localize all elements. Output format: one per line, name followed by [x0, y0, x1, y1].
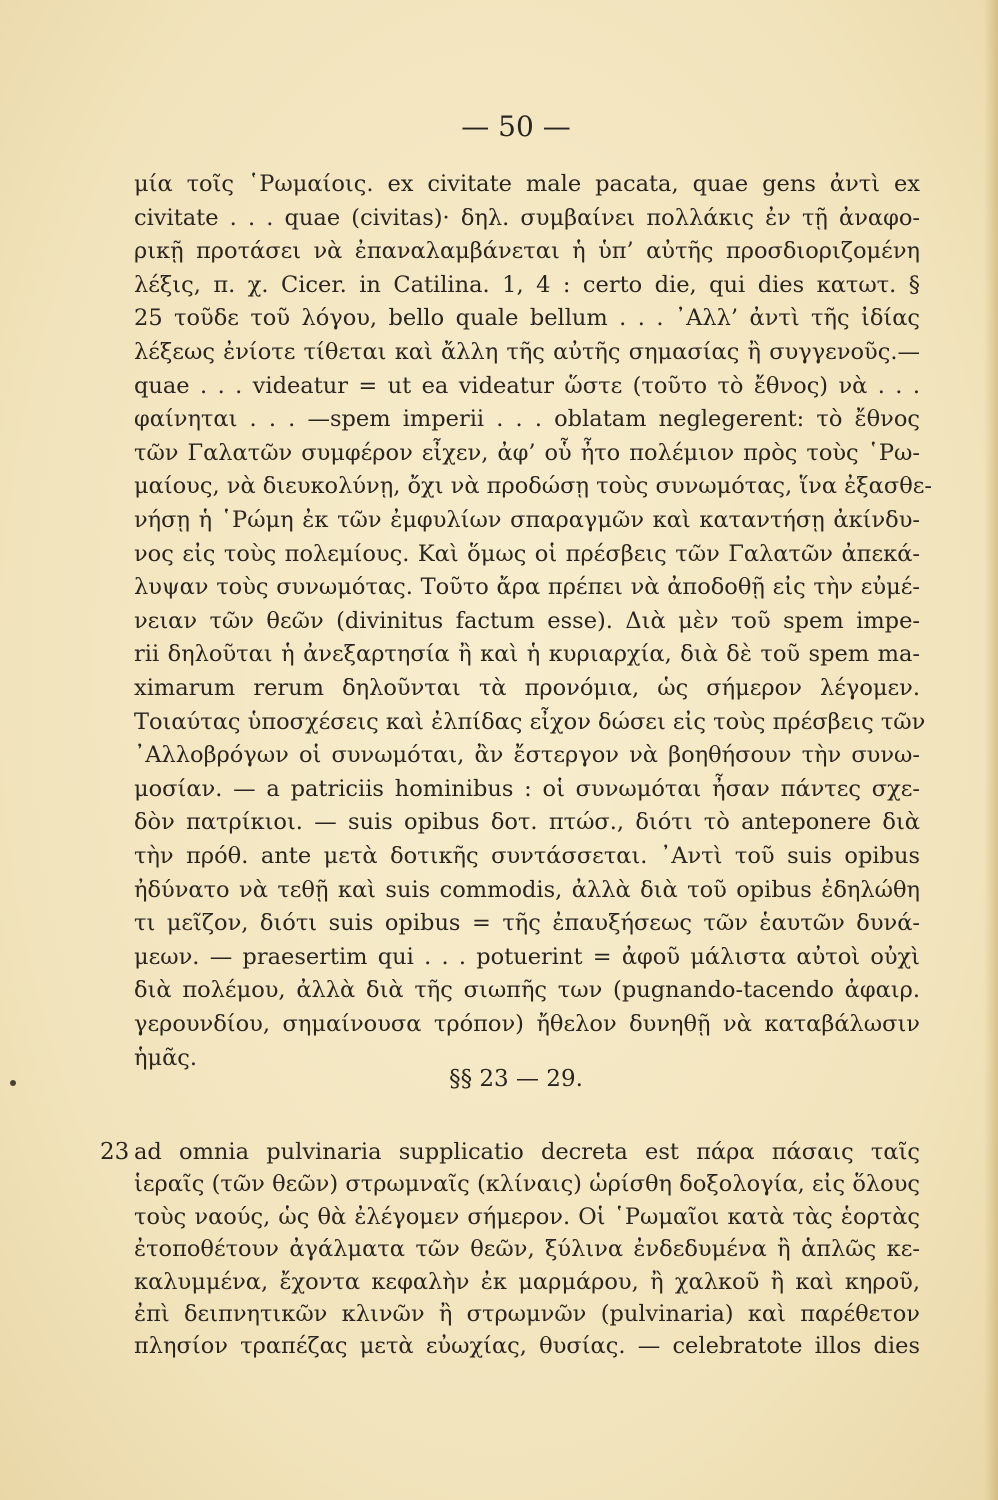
section-heading: §§ 23 — 29. — [449, 1066, 583, 1092]
text-line: ἠδύνατο νὰ τεθῇ καὶ suis commodis, ἀλλὰ διὰ τοῦ opibus ἐδηλώθη — [134, 876, 920, 903]
text-line: τοὺς ναούς, ὡς θὰ ἐλέγομεν σήμερον. Οἱ ῾Ρωμαῖοι κατὰ τὰς ἑορτὰς — [134, 1203, 920, 1230]
text-line: rii δηλοῦται ἡ ἀνεξαρτησία ἢ καὶ ἡ κυριαρχία, διὰ δὲ τοῦ spem ma- — [134, 641, 920, 668]
text-line: νος εἰς τοὺς πολεμίους. Καὶ ὅμως οἱ πρέσβεις τῶν Γαλατῶν ἀπεκά- — [134, 540, 920, 567]
text-line: φαίνηται . . . —spem imperii . . . oblatam neglegerent: τὸ ἔθνος — [134, 406, 920, 433]
text-line: ἡμᾶς. — [134, 1044, 198, 1071]
text-line: μοσίαν. — a patriciis hominibus : οἱ συνωμόται ἦσαν πάντες σχε- — [134, 775, 920, 802]
text-line: Τοιαύτας ὑποσχέσεις καὶ ἐλπίδας εἶχον δώσει εἰς τοὺς πρέσβεις τῶν — [134, 708, 926, 735]
text-line: civitate . . . quae (civitas)· δηλ. συμβαίνει πολλάκις ἐν τῇ ἀναφο- — [134, 204, 920, 231]
text-line: πλησίον τραπέζας μετὰ εὐωχίας, θυσίας. — celebratote illos dies — [134, 1333, 920, 1360]
text-line: νειαν τῶν θεῶν (divinitus factum esse). Διὰ μὲν τοῦ spem impe- — [134, 607, 920, 634]
text-line: ᾽Αλλοβρόγων οἱ συνωμόται, ἂν ἔστεργον νὰ βοηθήσουν τὴν συνω- — [134, 742, 920, 769]
text-line: ἱεραῖς (τῶν θεῶν) στρωμναῖς (κλίναις) ὡρίσθη δοξολογία, εἰς ὅλους — [134, 1171, 920, 1198]
text-line: τῶν Γαλατῶν συμφέρον εἶχεν, ἀφ’ οὗ ἦτο πολέμιον πρὸς τοὺς ῾Ρω- — [134, 439, 920, 466]
text-line: μία τοῖς ῾Ρωμαίοις. ex civitate male pacata, quae gens ἀντὶ ex — [134, 171, 920, 197]
page-number: — 50 — — [461, 110, 571, 143]
text-line: γερουνδίου, σημαίνουσα τρόπον) ἤθελον δυνηθῇ νὰ καταβάλωσιν — [134, 1011, 920, 1037]
text-line: ad omnia pulvinaria supplicatio decreta est πάρα πάσαις ταῖς — [134, 1139, 920, 1165]
text-line: 25 τοῦδε τοῦ λόγου, bello quale bellum . . . ᾽Αλλ’ ἀντὶ τῆς ἰδίας — [134, 305, 920, 332]
text-line: λέξεως ἐνίοτε τίθεται καὶ ἄλλη τῆς αὐτῆς σημασίας ἢ συγγενοῦς.— — [134, 339, 920, 365]
text-line: μαίους, νὰ διευκολύνῃ, ὄχι νὰ προδώσῃ τοὺς συνωμότας, ἵνα ἐξασθε- — [134, 473, 933, 500]
text-line: ἐπὶ δειπνητικῶν κλινῶν ἢ στρωμνῶν (pulvinaria) καὶ παρέθετον — [134, 1301, 920, 1327]
text-line: ἐτοποθέτουν ἀγάλματα τῶν θεῶν, ξύλινα ἐνδεδυμένα ἢ ἁπλῶς κε- — [134, 1236, 920, 1263]
text-line: τὴν πρόθ. ante μετὰ δοτικῆς συντάσσεται. ᾽Αντὶ τοῦ suis opibus — [134, 843, 920, 869]
page-edge-shadow — [984, 0, 998, 1500]
text-line: διὰ πολέμου, ἀλλὰ διὰ τῆς σιωπῆς των (pugnando-tacendo ἀφαιρ. — [134, 977, 920, 1004]
text-line: καλυμμένα, ἔχοντα κεφαλὴν ἐκ μαρμάρου, ἢ χαλκοῦ ἢ καὶ κηροῦ, — [134, 1268, 920, 1295]
section-number: 23 — [100, 1139, 130, 1165]
text-line: μεων. — praesertim qui . . . potuerint = ἀφοῦ μάλιστα αὐτοὶ οὐχὶ — [134, 943, 920, 970]
text-line: ρικῇ προτάσει νὰ ἐπαναλαμβάνεται ἡ ὑπ’ αὐτῆς προσδιοριζομένη — [134, 238, 920, 265]
text-line: δὸν πατρίκιοι. — suis opibus δοτ. πτώσ., διότι τὸ anteponere διὰ — [134, 809, 920, 836]
text-line: νήσῃ ἡ ῾Ρώμη ἐκ τῶν ἐμφυλίων σπαραγμῶν καὶ καταντήσῃ ἀκίνδυ- — [134, 507, 920, 533]
text-line: ximarum rerum δηλοῦνται τὰ προνόμια, ὡς σήμερον λέγομεν. — [134, 675, 920, 701]
text-line: λέξις, π. χ. Cicer. in Catilina. 1, 4 : certo die, qui dies κατωτ. § — [134, 271, 920, 298]
text-line: τι μεῖζον, διότι suis opibus = τῆς ἐπαυξήσεως τῶν ἑαυτῶν δυνά- — [134, 910, 920, 937]
text-line: λυψαν τοὺς συνωμότας. Τοῦτο ἄρα πρέπει νὰ ἀποδοθῇ εἰς τὴν εὐμέ- — [134, 574, 920, 601]
text-line: quae . . . videatur = ut ea videatur ὥστε (τοῦτο τὸ ἔθνος) νὰ . . . — [134, 372, 920, 399]
